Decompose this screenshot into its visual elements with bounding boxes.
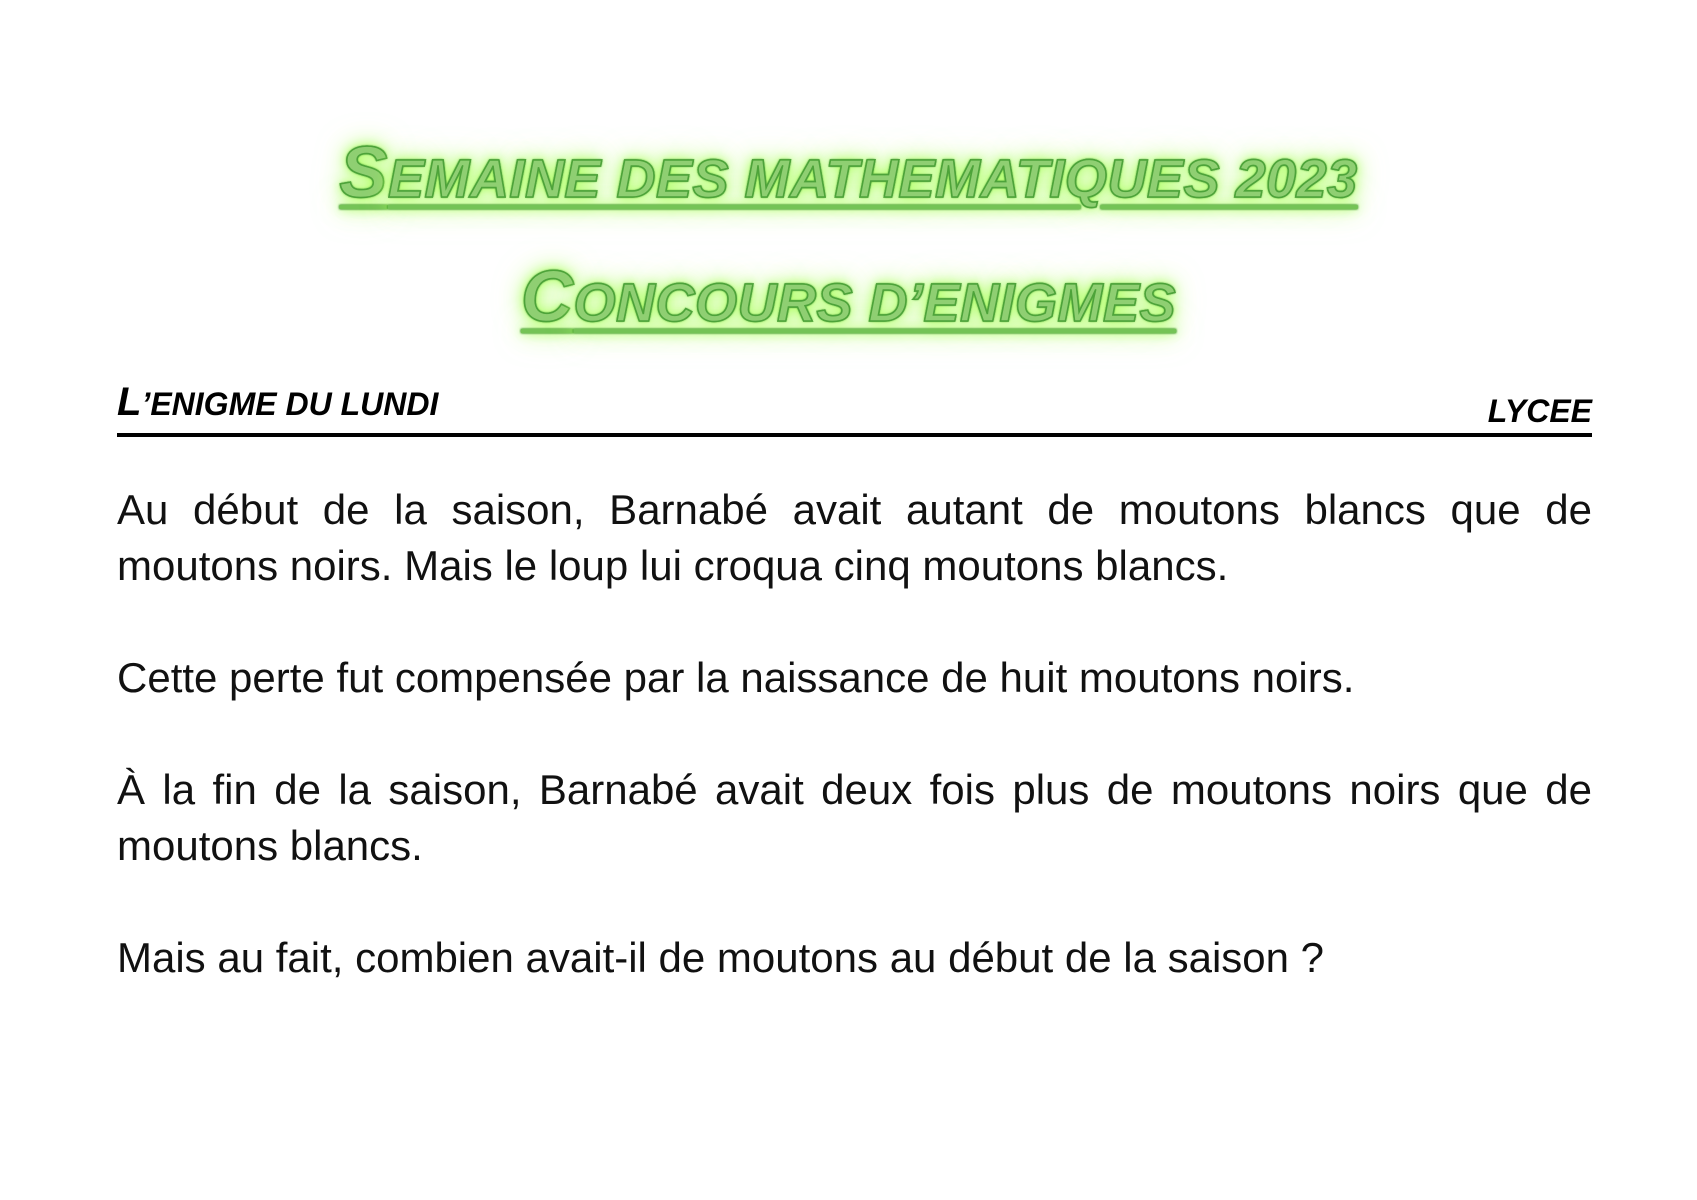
riddle-day-initial: L	[117, 380, 142, 424]
title-block	[0, 128, 1697, 362]
event-title-rest: EMAINE DES MATHEMATIQUES 2023	[387, 149, 1358, 209]
section-header	[117, 380, 1592, 437]
event-title	[0, 128, 1697, 238]
riddle-paragraph-3: À la fin de la saison, Barnabé avait deux fois plus de moutons noirs que de moutons blancs.	[117, 766, 1592, 869]
contest-title	[0, 252, 1697, 362]
riddle-question: Mais au fait, combien avait-il de moutons au début de la saison ?	[117, 934, 1325, 981]
contest-title-rest: ONCOURS D’ENIGMES	[573, 273, 1177, 333]
riddle-day-rest: ’ENIGME DU LUNDI	[141, 386, 439, 422]
riddle-paragraph-2: Cette perte fut compensée par la naissance de huit moutons noirs.	[117, 654, 1355, 701]
riddle-day-heading	[117, 382, 438, 433]
riddle-paragraph-1: Au début de la saison, Barnabé avait autant de moutons blancs que de moutons noirs. Mais le loup lui croqua cinq moutons blancs.	[117, 486, 1592, 589]
event-title-initial: S	[339, 133, 388, 213]
school-level-label: LYCEE	[1487, 393, 1592, 429]
contest-title-initial: C	[520, 257, 574, 337]
